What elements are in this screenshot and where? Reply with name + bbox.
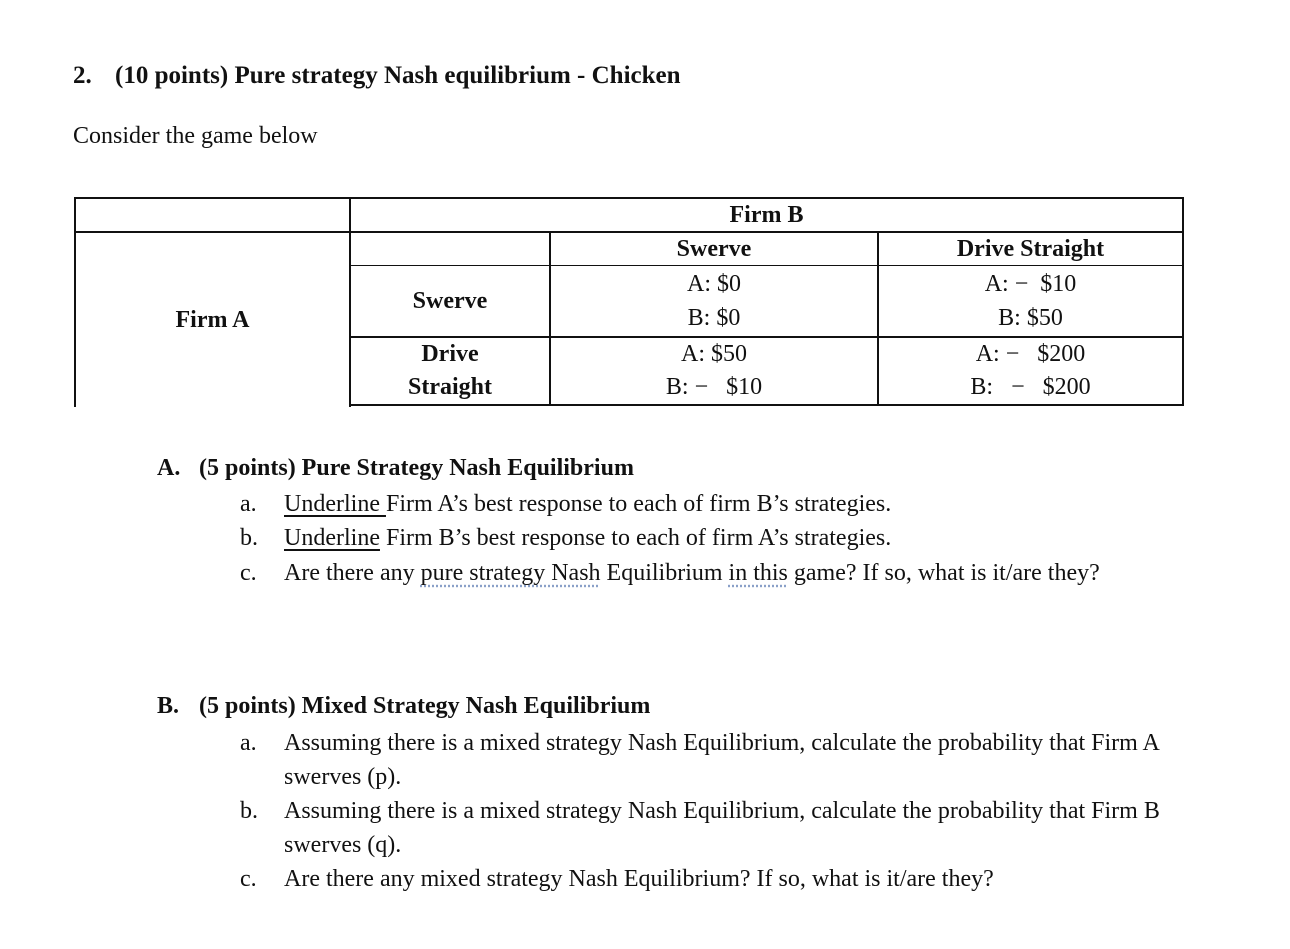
item-text: Firm B’s best response to each of firm A’s strategies.	[379, 525, 892, 551]
row-strategy-swerve: Swerve	[412, 288, 488, 314]
question-title-text: (10 points) Pure strategy Nash equilibrium - Chicken	[115, 62, 681, 89]
part-a-heading	[157, 455, 634, 482]
item-text: game? If so, what is it/are they?	[787, 560, 1100, 586]
item-text: Firm A’s best response to each of firm B’s strategies.	[385, 491, 892, 517]
item-label: c.	[240, 866, 257, 892]
payoff-a: A: − $10	[984, 271, 1077, 297]
underline-word: Underline	[284, 491, 386, 517]
part-b-title: (5 points) Mixed Strategy Nash Equilibrium	[199, 693, 651, 719]
item-text: Equilibrium	[600, 560, 729, 586]
payoff-cell-swerve-straight	[879, 266, 1182, 336]
item-text: Are there any mixed strategy Nash Equilibrium? If so, what is it/are they?	[284, 866, 994, 892]
payoff-b: B: $50	[998, 305, 1063, 331]
payoff-b: B: − $200	[970, 374, 1091, 400]
payoff-b: B: $0	[687, 305, 741, 331]
payoff-a: A: $0	[687, 271, 741, 297]
item-label: b.	[240, 525, 258, 551]
part-a-title: (5 points) Pure Strategy Nash Equilibrium	[199, 455, 634, 481]
payoff-b: B: − $10	[665, 374, 763, 400]
part-b-heading	[157, 693, 650, 720]
item-text: Assuming there is a mixed strategy Nash Equilibrium, calculate the probability that Firm A swerves (p).	[284, 730, 1159, 790]
item-label: c.	[240, 560, 257, 586]
item-label: b.	[240, 798, 258, 824]
grammar-flag-text: pure strategy Nash	[420, 560, 601, 586]
column-player-label: Firm B	[729, 202, 804, 228]
col-strategy-swerve: Swerve	[676, 236, 752, 262]
grammar-flag-text: in this	[728, 560, 788, 586]
part-a-label: A.	[157, 455, 181, 481]
payoff-a: A: $50	[681, 341, 747, 367]
row-strategy-drive-straight-text: Drive Straight	[408, 341, 492, 400]
item-text: Assuming there is a mixed strategy Nash Equilibrium, calculate the probability that Firm B swerves (q).	[284, 798, 1160, 858]
item-text: Are there any	[284, 560, 421, 586]
question-title	[73, 62, 681, 90]
item-label: a.	[240, 491, 257, 517]
question-intro: Consider the game below	[73, 123, 318, 149]
col-strategy-drive-straight: Drive Straight	[956, 236, 1105, 262]
payoff-a: A: − $200	[975, 341, 1086, 367]
underline-word: Underline	[284, 525, 380, 551]
payoff-cell-straight-straight	[879, 338, 1182, 404]
row-player-label: Firm A	[175, 306, 250, 333]
part-b-label: B.	[157, 693, 180, 719]
item-label: a.	[240, 730, 257, 756]
question-number: 2.	[73, 62, 92, 89]
row-strategy-drive-straight	[351, 338, 549, 404]
payoff-cell-swerve-swerve	[551, 266, 877, 336]
payoff-cell-straight-swerve	[551, 338, 877, 404]
payoff-matrix	[74, 197, 1184, 407]
